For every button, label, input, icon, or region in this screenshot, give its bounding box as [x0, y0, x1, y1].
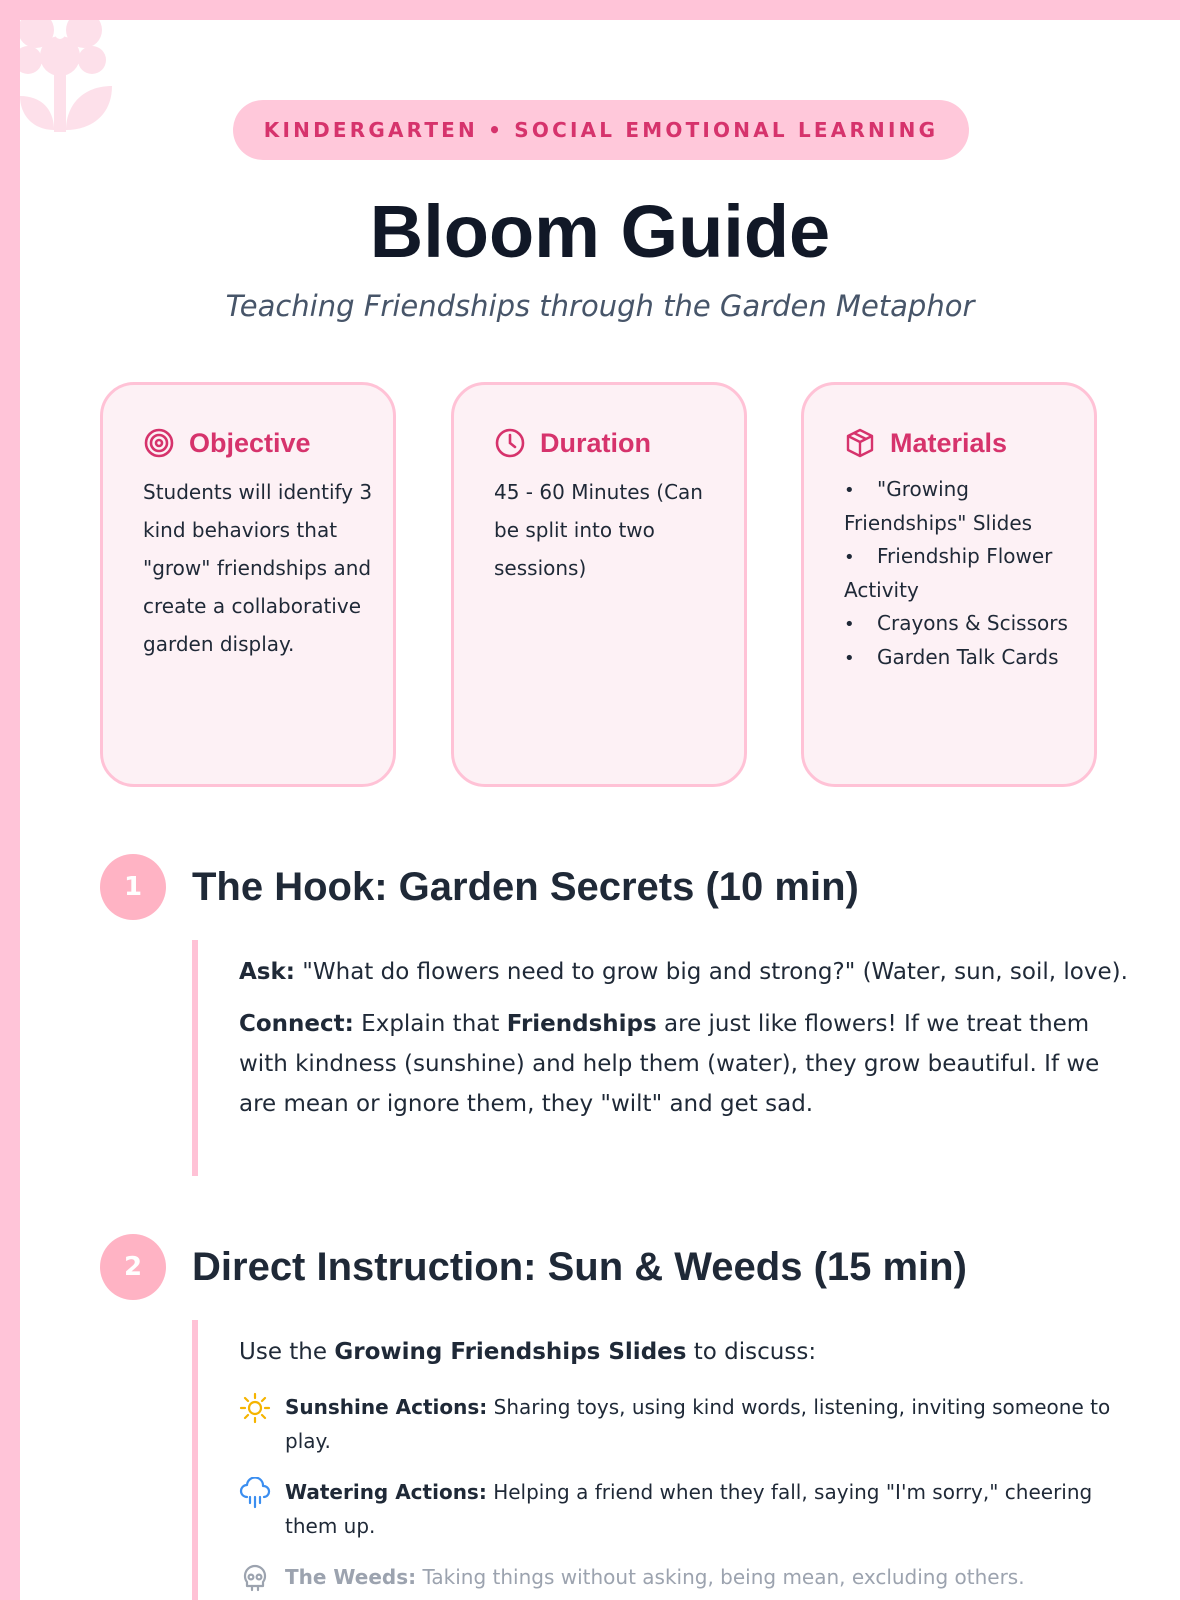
materials-list [844, 473, 1074, 675]
connect-text: Explain that [353, 1011, 507, 1037]
materials-card [801, 382, 1097, 787]
sun-icon [239, 1392, 271, 1424]
target-icon [143, 427, 175, 459]
connect-text: are just like flowers! If we treat them with kindness (sunshine) and help them (water), they grow beautiful. If we are mean or ignore them, they "wilt" and get sad. [239, 1011, 1100, 1117]
list-item: • Friendship Flower Activity [844, 540, 1074, 607]
sunshine-actions-text [285, 1390, 1132, 1458]
watering-actions-text [285, 1475, 1132, 1543]
sunshine-actions-desc: Sharing toys, using kind words, listening, inviting someone to play. [285, 1395, 1111, 1453]
weeds-item [239, 1560, 1132, 1594]
step-1-content [192, 940, 1132, 1176]
step-2-number: 2 [100, 1234, 166, 1300]
intro-emphasis: Growing Friendships Slides [334, 1339, 687, 1365]
step-2-title: Direct Instruction: Sun & Weeds (15 min) [192, 1245, 967, 1289]
connect-emphasis: Friendships [506, 1011, 657, 1037]
flower-icon [20, 20, 116, 136]
step-2-intro [239, 1332, 1132, 1372]
materials-title: Materials [890, 427, 1008, 458]
objective-text: Students will identify 3 kind behaviors that "grow" friendships and create a collaborative garden display. [143, 480, 373, 656]
weeds-label: The Weeds: [285, 1565, 417, 1589]
package-icon [844, 427, 876, 459]
rain-cloud-icon [239, 1477, 271, 1509]
step-1-number: 1 [100, 854, 166, 920]
step-1-connect [239, 1004, 1132, 1124]
ask-text: "What do flowers need to grow big and strong?" (Water, sun, soil, love). [294, 959, 1128, 985]
page-subtitle: Teaching Friendships through the Garden Metaphor [225, 289, 975, 323]
objective-card-header [143, 425, 373, 461]
connect-label: Connect: [239, 1011, 354, 1037]
weeds-text [285, 1560, 1025, 1594]
lesson-page [20, 20, 1180, 1600]
list-item: • "Growing Friendships" Slides [844, 473, 1074, 540]
duration-text: 45 - 60 Minutes (Can be split into two sessions) [494, 480, 703, 580]
clock-icon [494, 427, 526, 459]
page-title: Bloom Guide [369, 190, 831, 273]
list-item: • Crayons & Scissors [844, 607, 1074, 641]
step-1-ask [239, 952, 1132, 992]
step-1-title: The Hook: Garden Secrets (10 min) [192, 865, 859, 909]
watering-actions-item [239, 1475, 1132, 1543]
grade-subject-badge: KINDERGARTEN • SOCIAL EMOTIONAL LEARNING [233, 100, 969, 160]
skull-icon [239, 1562, 271, 1594]
duration-card [451, 382, 747, 787]
intro-text: to discuss: [686, 1339, 817, 1365]
intro-text: Use the [239, 1339, 335, 1365]
objective-card [100, 382, 396, 787]
watering-actions-desc: Helping a friend when they fall, saying "I'm sorry," cheering them up. [285, 1480, 1093, 1538]
objective-title: Objective [189, 427, 311, 458]
materials-card-header [844, 425, 1074, 461]
duration-title: Duration [540, 427, 651, 458]
list-item: • Garden Talk Cards [844, 641, 1074, 675]
step-2-content [192, 1320, 1132, 1600]
sunshine-actions-label: Sunshine Actions: [285, 1395, 488, 1419]
duration-card-header [494, 425, 724, 461]
weeds-desc: Taking things without asking, being mean, excluding others. [416, 1565, 1025, 1589]
watering-actions-label: Watering Actions: [285, 1480, 487, 1504]
ask-label: Ask: [239, 959, 295, 985]
sunshine-actions-item [239, 1390, 1132, 1458]
